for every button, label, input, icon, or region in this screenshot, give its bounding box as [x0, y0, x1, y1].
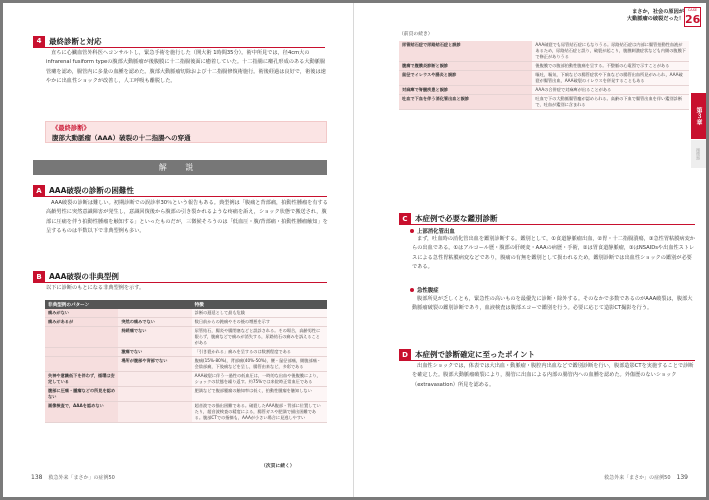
table-cell: 吐血で下の大動脈腸管瘻が認められる。高齢の下血で腸管出血を伴い鑑別診断で，吐血が鑑別に含まれる: [532, 95, 689, 110]
running-header: [627, 9, 684, 23]
table-row: [45, 357, 327, 372]
section-title: 本症例で診断確定に至ったポイント: [415, 350, 535, 359]
table-row: [399, 41, 689, 62]
right-footer: [604, 474, 688, 481]
atypical-cases-table: [45, 300, 327, 423]
table-cell: 突然の痛みでない: [118, 318, 191, 327]
commentary-banner: 解 説: [33, 160, 327, 175]
section-badge: C: [399, 213, 411, 225]
table-cell: [45, 357, 118, 372]
left-page: [3, 3, 354, 497]
page-number: 138: [31, 474, 43, 481]
section-b-heading: [33, 271, 327, 283]
right-page: [355, 3, 706, 497]
misdiagnosis-table: [399, 41, 689, 110]
table-cell: 痛みがあるが: [45, 318, 118, 327]
table-cell: [118, 309, 191, 318]
table-cell: 尿管結石症で尿路結石症と誤診: [399, 41, 532, 62]
section-title: 本症例で必要な鑑別診断: [415, 214, 498, 223]
table-cell: 「引き裂かれる」痛みを呈するのは数割程度である: [192, 348, 327, 357]
section-b-paragraph: 以下に診断のもとになる非典型例を示す。: [46, 285, 145, 291]
section-c-heading: [399, 213, 695, 225]
table-row: [45, 402, 327, 423]
table-cell: 失神や意識低下を伴わず，循環は安定している: [45, 372, 118, 387]
left-footer: [31, 474, 115, 481]
table-row: [399, 95, 689, 110]
table-cell: [118, 372, 191, 387]
table-cell: 画像検査で，AAAを認めない: [45, 402, 118, 423]
table-cell: [118, 387, 191, 402]
case-number: 26: [685, 13, 701, 26]
chapter-tab: 第３章: [691, 93, 706, 139]
table-cell: 診断の遅延として最も危険: [192, 309, 327, 318]
subheading-acute-abdomen: [410, 286, 439, 294]
table-header: 特徴: [192, 300, 327, 309]
section-badge: D: [399, 349, 411, 361]
table-header: 非典型例のパターン: [45, 300, 192, 309]
table-cell: 嘔吐，嘔気，下痢などの腸管症状や下血などの腸管出血所見がみられ，AAA破裂が腸管出血，AAA破裂のイレウスを併発することもある: [532, 71, 689, 86]
section-4-heading: [33, 36, 325, 48]
table-cell: 場所が腹部や背部でない: [118, 357, 191, 372]
table-cell: 激痛でない: [118, 348, 191, 357]
table-row: [45, 309, 327, 318]
section-d-paragraph: 出血性ショックでは，体表では大出血・動脈瘤・腹腔内出血などで鑑別診断を行い，腹部造影CTを実施することで診断を確定した。腹部大動脈瘤破裂により，腸管に出血による内部の腸管内への血腫を認めた。外傷歴のないショック（extravasation）所見を認める。: [412, 363, 694, 388]
section-badge: A: [33, 185, 45, 197]
table-cell: 超音波での描出困難である。破裂したAAA腹部・背部に位置していたり，超音波検査の精度による，腸管ガスや肥満で描出困難である。腹部CTでの指摘も，AAAが小さい場合に見逃しやすい: [192, 402, 327, 423]
final-diagnosis-text: 腹部大動脈瘤（AAA）破裂の十二指腸への穿通: [52, 134, 191, 142]
section-c-paragraph-1: まず，吐血時の消化管出血を鑑別診断する。鑑別として，①食道静脈瘤出血，②胃・十二指腸潰瘍，③急性胃粘膜病変からの出血である。①はアルコール歴・腹部の肝硬変・AAAの病歴・手術，②は胃食道静脈瘤，③はNSAIDsや出血性ストレスによる急性胃粘膜病変などであり，腹痛の有無を鑑別として扱われるため，鑑別診断では出血性ショックの鑑別が必要である。: [412, 236, 695, 270]
section-title: AAA破裂の診断の困難性: [49, 186, 134, 195]
table-cell: 尿管結石，腸炎や腸閉塞などと誤診される。その場合，高齢男性に限らず，腹痛などで痛みが消失する，尿路結石の痛みを訴えることがある: [192, 327, 327, 348]
table-cell: 肥満などで腹部腫瘤の触知率は低く，拍動性腫瘤を触知しない: [192, 387, 327, 402]
table-cell: 腹痛で腹膜炎診断と誤診: [399, 62, 532, 71]
table-cell: 数日前からの鈍痛やその後の増悪を示す: [192, 318, 327, 327]
section-a-heading: [33, 185, 327, 197]
table-cell: AAA破裂に伴う一過性の低血圧は，一時的な出血や後腹膜により，ショックの状態を繰り返す。約75%では来院時正常血圧である: [192, 372, 327, 387]
table-cell: 腹痛(15%-80%)，背部痛(40%-50%)，腰・鼠径部痛，側腹部痛・会陰部痛，下肢痛などを呈し，腸管由来など，多彩である: [192, 357, 327, 372]
table-cell: 後腹膜での腹部拍動性腹痛を呈する。不整脈の心電図で示すことがある: [532, 62, 689, 71]
section-a-paragraph: AAA破裂の診断は難しい。初期診断での誤診率30％という報告もある。典型例は「腹痛と背部痛，拍動性腫瘤を有する高齢男性に突然意識障害が発生し，意識回復後から腹部の引き裂かれるような疼痛を訴え，ショック状態で搬送され，腹部に圧痛を伴う拍動性腫瘤を触知する」といったものだが，三徴候そろうのは「低血圧・腹/背部痛・拍動性腫瘤触知」を呈するものは半数以下で非典型例も多い。: [46, 200, 328, 234]
table-cell: 鼠径でイレウスや腸炎と誤診: [399, 71, 532, 86]
table-row: [45, 372, 327, 387]
section-badge: B: [33, 271, 45, 283]
table-header-row: [45, 300, 327, 309]
bullet-dot-icon: [410, 229, 414, 233]
section-title: 最終診断と対応: [49, 37, 102, 46]
section-d-heading: [399, 349, 695, 361]
table-row: [399, 71, 689, 86]
running-header-line-1: まさか，社会の原因が: [632, 9, 684, 15]
table-row: [45, 387, 327, 402]
table-row: [399, 62, 689, 71]
subheading-upper-gi-bleeding: [410, 227, 455, 235]
case-label: CASE: [687, 8, 698, 12]
table-cell: 痛みがない: [45, 309, 118, 318]
table-cell: [45, 327, 118, 348]
table-cell: 腹部に圧痛・腫瘤などの所見を認めない: [45, 387, 118, 402]
table-row: [45, 327, 327, 348]
section-title: AAA破裂の非典型例: [49, 272, 119, 281]
final-diagnosis-box: [45, 121, 327, 143]
chapter-subtab: 循環器: [691, 140, 706, 168]
table-cell: 持続痛でない: [118, 327, 191, 348]
case-number-badge: [684, 7, 701, 27]
continued-note: （次頁に続く）: [261, 464, 295, 469]
table-cell: 吐血で下血を伴う消化管出血と誤診: [399, 95, 532, 110]
table-cell: AAA破裂でも尿管結石症にもなりうる。尿路結石症は内部に腸管拍動性血液があるため，尿路結石症と誤り，破裂が起こり，腹膜刺激症状なども内側の腹膜下で修正がありうる: [532, 41, 689, 62]
book-title: 救急外来「まさか」の症例50: [48, 475, 115, 481]
table-continued-label: （前頁の続き）: [399, 32, 433, 37]
subheading-text: 急性腹症: [417, 288, 439, 294]
book-spread: [3, 3, 706, 497]
table-row: [45, 348, 327, 357]
running-header-line-2: 大動脈瘤の破裂だった！: [626, 16, 684, 22]
table-cell: 対麻痺で脊髄疾患と誤診: [399, 86, 532, 95]
table-row: [399, 86, 689, 95]
final-diagnosis-label: 《最終診断》: [52, 125, 90, 132]
final-diagnosis-paragraph: 直ちに心臓血管外科医へコンサルトし，緊急手術を施行した（開大術 1時間35分）。術中所見では，径4cm大のinfrarenal fusiform typeの腹部大動脈瘤が後腹膜に十二指腸後面に癒着していた。十二指腸に瘻孔形成のある大動脈腸管瘻を認め，腸管内に多量の血腫を認めた。腹部大動脈瘤切除および十二指腸修復術施行。術後経過は良好で，術後は速やかに出血性ショックが改善し，人工呼吸も離脱した。: [46, 50, 326, 84]
page-number: 139: [676, 474, 688, 481]
table-row: [45, 318, 327, 327]
book-title: 救急外来「まさか」の症例50: [604, 475, 671, 481]
table-cell: AAAの合併症で対麻痺が出ることがある: [532, 86, 689, 95]
table-cell: [118, 402, 191, 423]
table-cell: [45, 348, 118, 357]
bullet-dot-icon: [410, 288, 414, 292]
section-c-paragraph-2: 腹部所見が乏しくとも，緊急性の高いものを最優先に診断・除外する。そのなかで多数であるのがAAA破裂は，腹部大動脈瘤破裂の鑑別診断であり，血液検査は腹部エコーで鑑別を行う。必要に応じて造影CT撮影を行う。: [412, 296, 693, 312]
section-number: 4: [33, 36, 45, 47]
subheading-text: 上部消化管出血: [417, 229, 455, 235]
